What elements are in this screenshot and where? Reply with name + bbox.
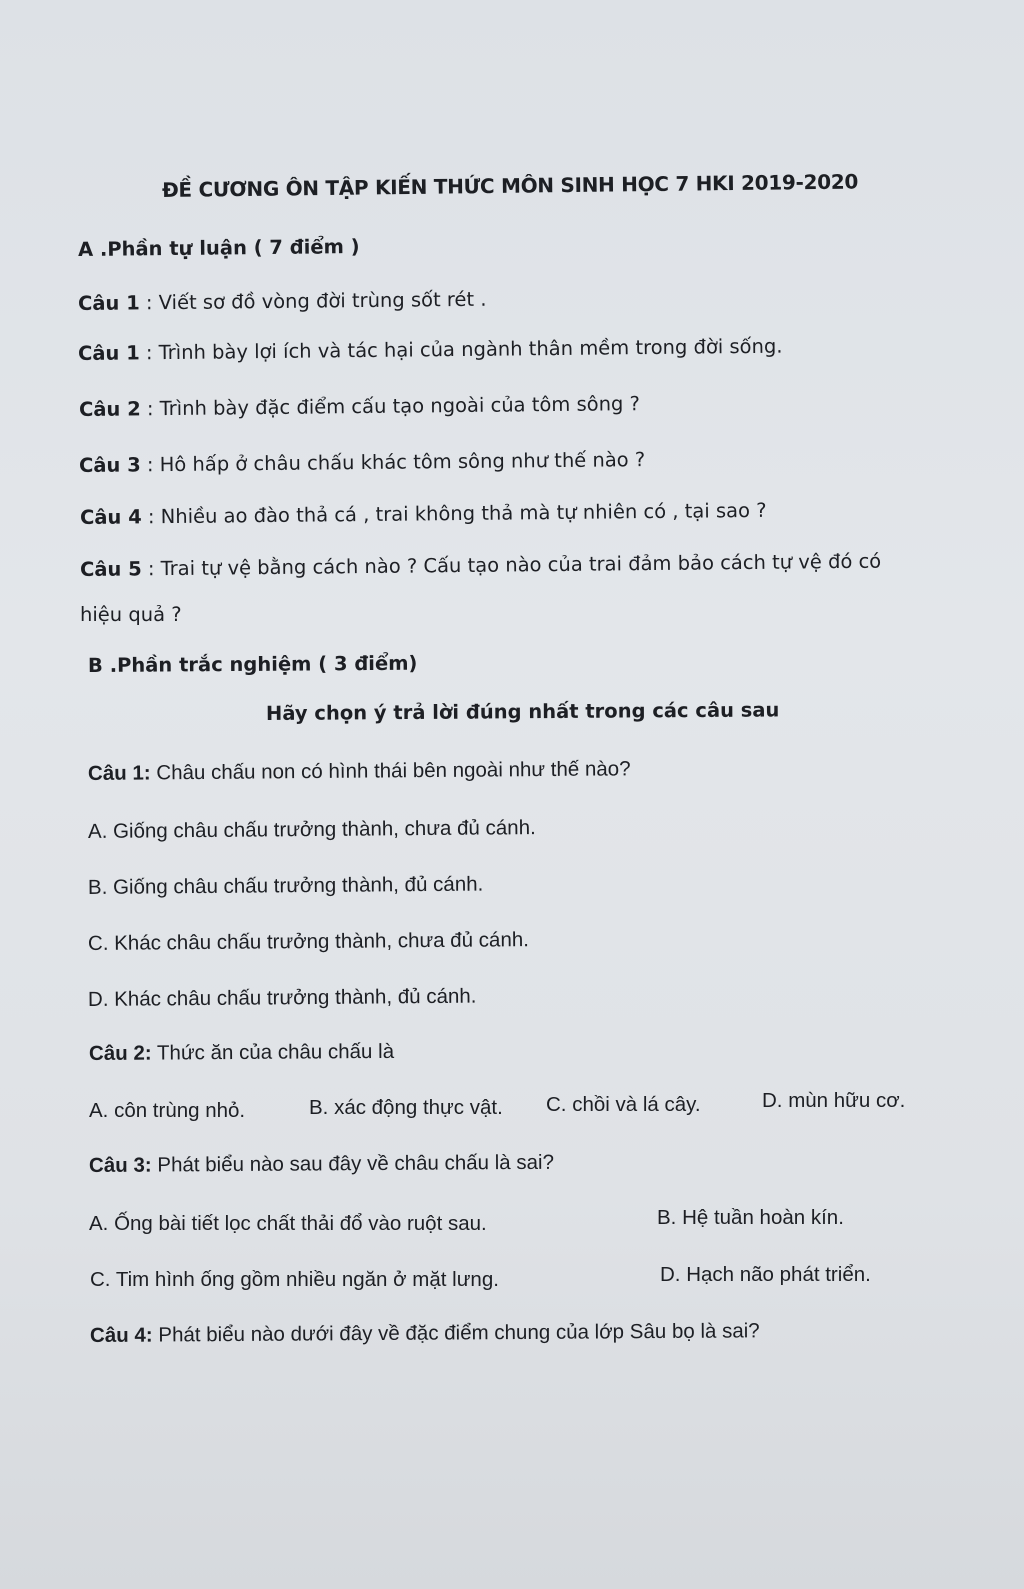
question-text: : Nhiều ao đào thả cá , trai không thả mà tự nhiên có , tại sao ? bbox=[141, 498, 767, 529]
essay-question bbox=[78, 333, 783, 368]
mcq-question bbox=[89, 1038, 394, 1068]
question-text: : Hô hấp ở châu chấu khác tôm sông như thế nào ? bbox=[140, 448, 646, 477]
essay-question bbox=[80, 497, 767, 532]
answer-option: C. Khác châu chấu trưởng thành, chưa đủ cánh. bbox=[87, 928, 530, 955]
answer-option: A. Giống châu chấu trưởng thành, chưa đủ cánh. bbox=[87, 816, 536, 843]
question-label: Câu 2 bbox=[78, 397, 141, 421]
question-text: : Viết sơ đồ vòng đời trùng sốt rét . bbox=[139, 287, 487, 315]
question-text: Phát biểu nào dưới đây về đặc điểm chung của lớp Sâu bọ là sai? bbox=[152, 1319, 760, 1347]
question-text: Phát biểu nào sau đây về châu chấu là sai? bbox=[151, 1150, 555, 1177]
question-label: Câu 3 bbox=[78, 453, 141, 477]
question-text: : Trình bày đặc điểm cấu tạo ngoài của tôm sông ? bbox=[140, 392, 641, 421]
part-b-heading: B .Phần trắc nghiệm ( 3 điểm) bbox=[87, 651, 418, 677]
essay-question bbox=[79, 390, 640, 424]
part-a-heading: A .Phần tự luận ( 7 điểm ) bbox=[77, 235, 360, 261]
question-label: Câu 3: bbox=[88, 1153, 152, 1177]
question-text: Châu chấu non có hình thái bên ngoài như thế nào? bbox=[150, 757, 631, 785]
question-label: Câu 4 bbox=[79, 505, 142, 529]
mcq-question bbox=[88, 755, 631, 788]
essay-question bbox=[79, 446, 646, 480]
answer-option: A. côn trùng nhỏ. bbox=[89, 1099, 246, 1122]
essay-question bbox=[78, 286, 487, 318]
answer-option: C. Tim hình ống gồm nhiều ngăn ở mặt lưng. bbox=[90, 1268, 499, 1291]
question-label: Câu 1 bbox=[77, 291, 140, 315]
question-label: Câu 2: bbox=[88, 1041, 152, 1065]
answer-option: D. Hạch não phát triển. bbox=[660, 1263, 871, 1286]
question-label: Câu 1 bbox=[77, 341, 140, 365]
answer-option: D. mùn hữu cơ. bbox=[762, 1089, 906, 1112]
question-continuation: hiệu quả ? bbox=[80, 603, 182, 626]
question-label: Câu 5 bbox=[79, 557, 142, 581]
answer-option: D. Khác châu chấu trưởng thành, đủ cánh. bbox=[87, 984, 477, 1011]
instruction: Hãy chọn ý trả lời đúng nhất trong các câu sau bbox=[265, 698, 780, 725]
essay-question bbox=[80, 548, 881, 584]
answer-option: B. Hệ tuần hoàn kín. bbox=[657, 1206, 844, 1229]
page-title: ĐỀ CƯƠNG ÔN TẬP KIẾN THỨC MÔN SINH HỌC 7 HKI 2019-2020 bbox=[161, 169, 859, 202]
question-label: Câu 4: bbox=[89, 1323, 153, 1347]
question-text: : Trình bày lợi ích và tác hại của ngành thân mềm trong đời sống. bbox=[139, 334, 783, 365]
question-label: Câu 1: bbox=[87, 761, 151, 785]
question-text: Thức ăn của châu chấu là bbox=[151, 1039, 395, 1065]
mcq-question bbox=[89, 1149, 554, 1180]
answer-option: A. Ống bài tiết lọc chất thải đổ vào ruột sau. bbox=[89, 1212, 487, 1235]
question-text: : Trai tự vệ bằng cách nào ? Cấu tạo nào của trai đảm bảo cách tự vệ đó có bbox=[141, 549, 882, 581]
mcq-question bbox=[90, 1317, 760, 1350]
answer-option: C. chồi và lá cây. bbox=[546, 1093, 701, 1116]
answer-option: B. Giống châu chấu trưởng thành, đủ cánh. bbox=[87, 872, 484, 899]
answer-option: B. xác động thực vật. bbox=[309, 1096, 503, 1119]
